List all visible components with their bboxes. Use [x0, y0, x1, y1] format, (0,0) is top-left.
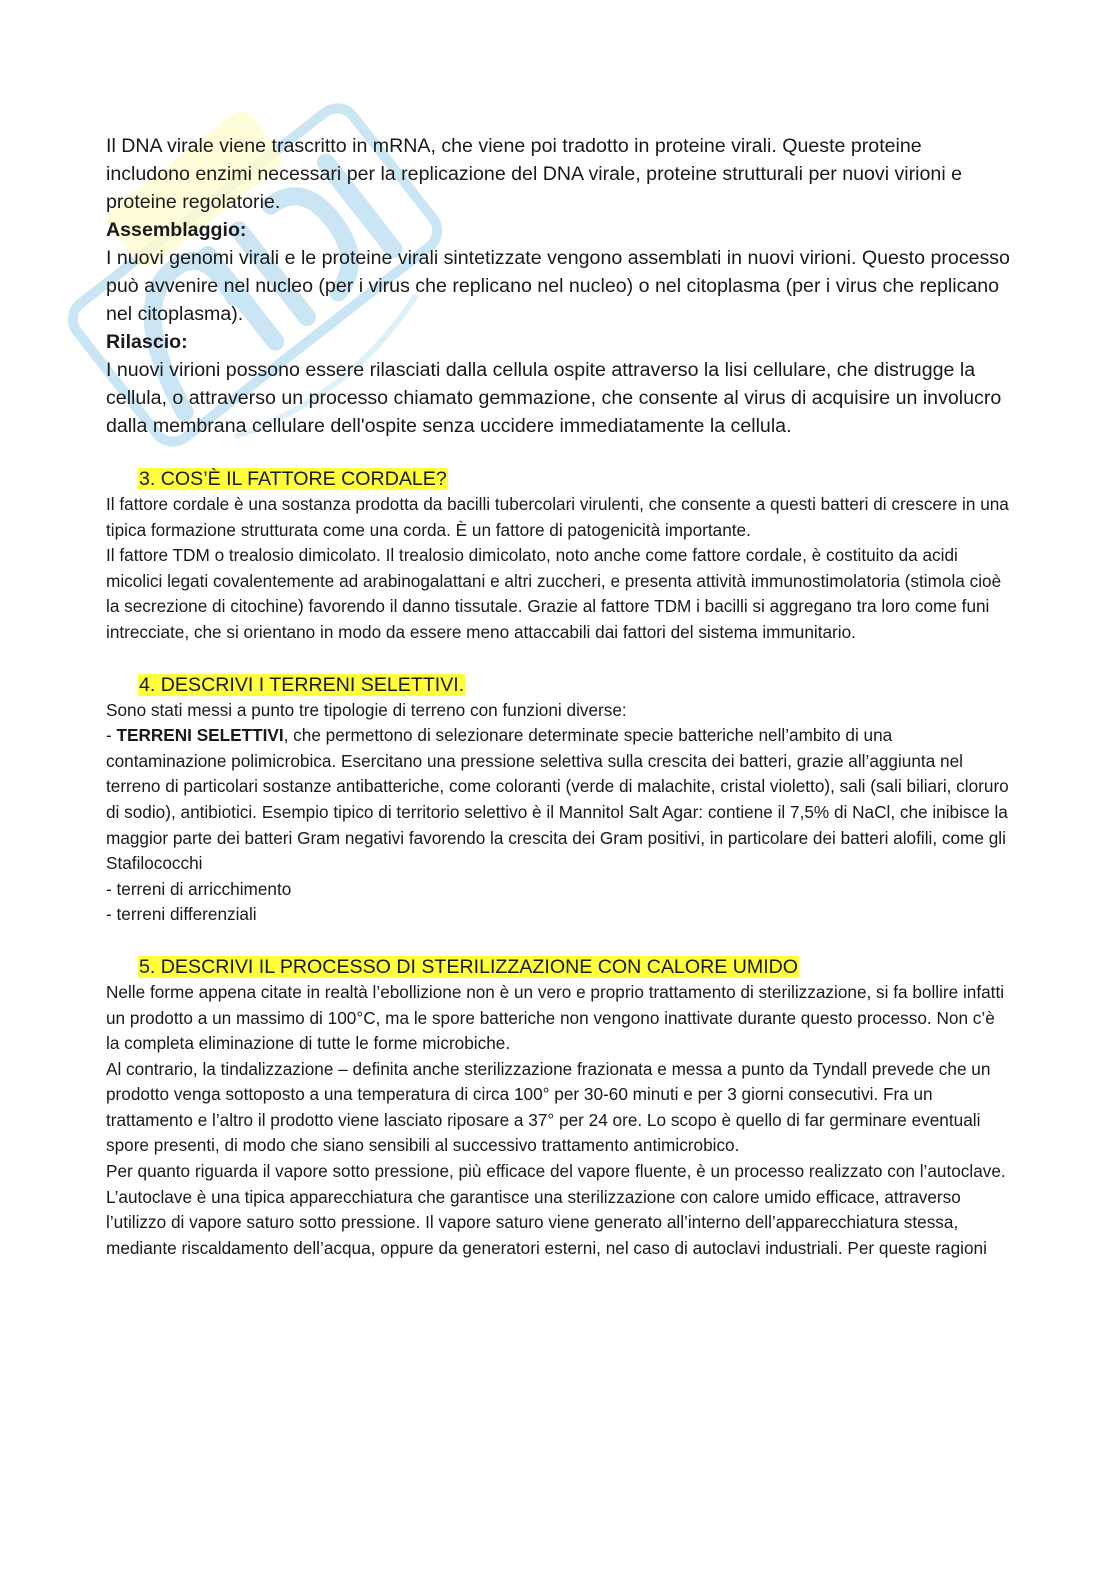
paragraph: I nuovi genomi virali e le proteine virali sintetizzate vengono assemblati in nuovi virioni. Questo processo può avvenire nel nucleo (per i virus che replicano nel nucleo) o nel citoplasma (per i virus che replicano nel citoplasma). [106, 247, 1010, 325]
highlighted-heading: 3. COS’È IL FATTORE CORDALE? [139, 468, 447, 490]
intro-block [106, 132, 1011, 440]
list-item: - terreni di arricchimento [106, 878, 292, 899]
list-item: - terreni differenziali [106, 904, 257, 925]
section-4-heading [106, 672, 1011, 698]
paragraph: Sono stati messi a punto tre tipologie di terreno con funzioni diverse: [106, 699, 627, 720]
highlighted-heading: 4. DESCRIVI I TERRENI SELETTIVI. [139, 673, 465, 696]
section-5-heading [106, 954, 1011, 980]
subheading-rilascio: Rilascio: [106, 331, 188, 353]
paragraph: Al contrario, la tindalizzazione – definita anche sterilizzazione frazionata e messa a punto da Tyndall prevede che un prodotto venga sottoposto a una temperatura di circa 100° per 30-60 minuti e per 3 giorni consecutivi. Fra un trattamento e l’altro il prodotto viene lasciato riposare a 37° per 24 ore. Lo scopo è quello di far germinare eventuali spore presenti, di modo che siano sensibili al successivo trattamento antimicrobico. [106, 1058, 991, 1156]
highlighted-heading: 5. DESCRIVI IL PROCESSO DI STERILIZZAZIONE CON CALORE UMIDO [139, 955, 799, 978]
document-page [106, 132, 1011, 1261]
section-4-body [106, 698, 1011, 928]
paragraph: I nuovi virioni possono essere rilasciati dalla cellula ospite attraverso la lisi cellulare, che distrugge la cellula, o attraverso un processo chiamato gemmazione, che consente al virus di acquisire un involucro dalla membrana cellulare dell'ospite senza uccidere immediatamente la cellula. [106, 359, 1002, 437]
list-item-text: , che permettono di selezionare determinate specie batteriche nell’ambito di una contaminazione polimicrobica. Esercitano una pressione selettiva sulla crescita dei batteri, grazie all’aggiunta nel terreno di particolari sostanze antibatteriche, come coloranti (verde di malachite, cristal violetto), sali (sali biliari, cloruro di sodio), antibiotici. Esempio tipico di territorio selettivo è il Mannitol Salt Agar: contiene il 7,5% di NaCl, che inibisce la maggior parte dei batteri Gram negativi favorendo la crescita dei Gram positivi, in particolare dei batteri alofili, come gli Stafilococchi [106, 725, 1009, 874]
paragraph: Il fattore cordale è una sostanza prodotta da bacilli tubercolari virulenti, che consente a questi batteri di crescere in una tipica formazione strutturata come una corda. È un fattore di patogenicità importante. [106, 494, 1009, 540]
paragraph: Per quanto riguarda il vapore sotto pressione, più efficace del vapore fluente, è un processo realizzato con l’autoclave. L’autoclave è una tipica apparecchiatura che garantisce una sterilizzazione con calore umido efficace, attraverso l’utilizzo di vapore saturo sotto pressione. Il vapore saturo viene generato all’interno dell’apparecchiatura stessa, mediante riscaldamento dell’acqua, oppure da generatori esterni, nel caso di autoclavi industriali. Per queste ragioni [106, 1161, 1006, 1258]
paragraph: Il DNA virale viene trascritto in mRNA, che viene poi tradotto in proteine virali. Queste proteine includono enzimi necessari per la replicazione del DNA virale, proteine strutturali per nuovi virioni e proteine regolatorie. [106, 135, 963, 213]
paragraph: Il fattore TDM o trealosio dimicolato. Il trealosio dimicolato, noto anche come fattore cordale, è costituito da acidi micolici legati covalentemente ad arabinogalattani e altri zuccheri, e presenta attività immunostimolatoria (stimola cioè la secrezione di citochine) favorendo il danno tissutale. Grazie al fattore TDM i bacilli si aggregano tra loro come funi intrecciate, che si orientano in modo da essere meno attaccabili dai fattori del sistema immunitario. [106, 545, 1002, 642]
section-3-heading [106, 466, 1011, 492]
section-5-body [106, 980, 1011, 1262]
paragraph: Nelle forme appena citate in realtà l’ebollizione non è un vero e proprio trattamento di sterilizzazione, si fa bollire infatti un prodotto a un massimo di 100°C, ma le spore batteriche non vengono inattivate durante questo processo. Non c’è la completa eliminazione di tutte le forme microbiche. [106, 981, 1005, 1054]
list-item [106, 723, 1011, 877]
list-dash: - [106, 725, 117, 746]
subheading-assemblaggio: Assemblaggio: [106, 219, 247, 241]
term-bold: TERRENI SELETTIVI [116, 725, 284, 746]
section-3-body [106, 492, 1011, 646]
